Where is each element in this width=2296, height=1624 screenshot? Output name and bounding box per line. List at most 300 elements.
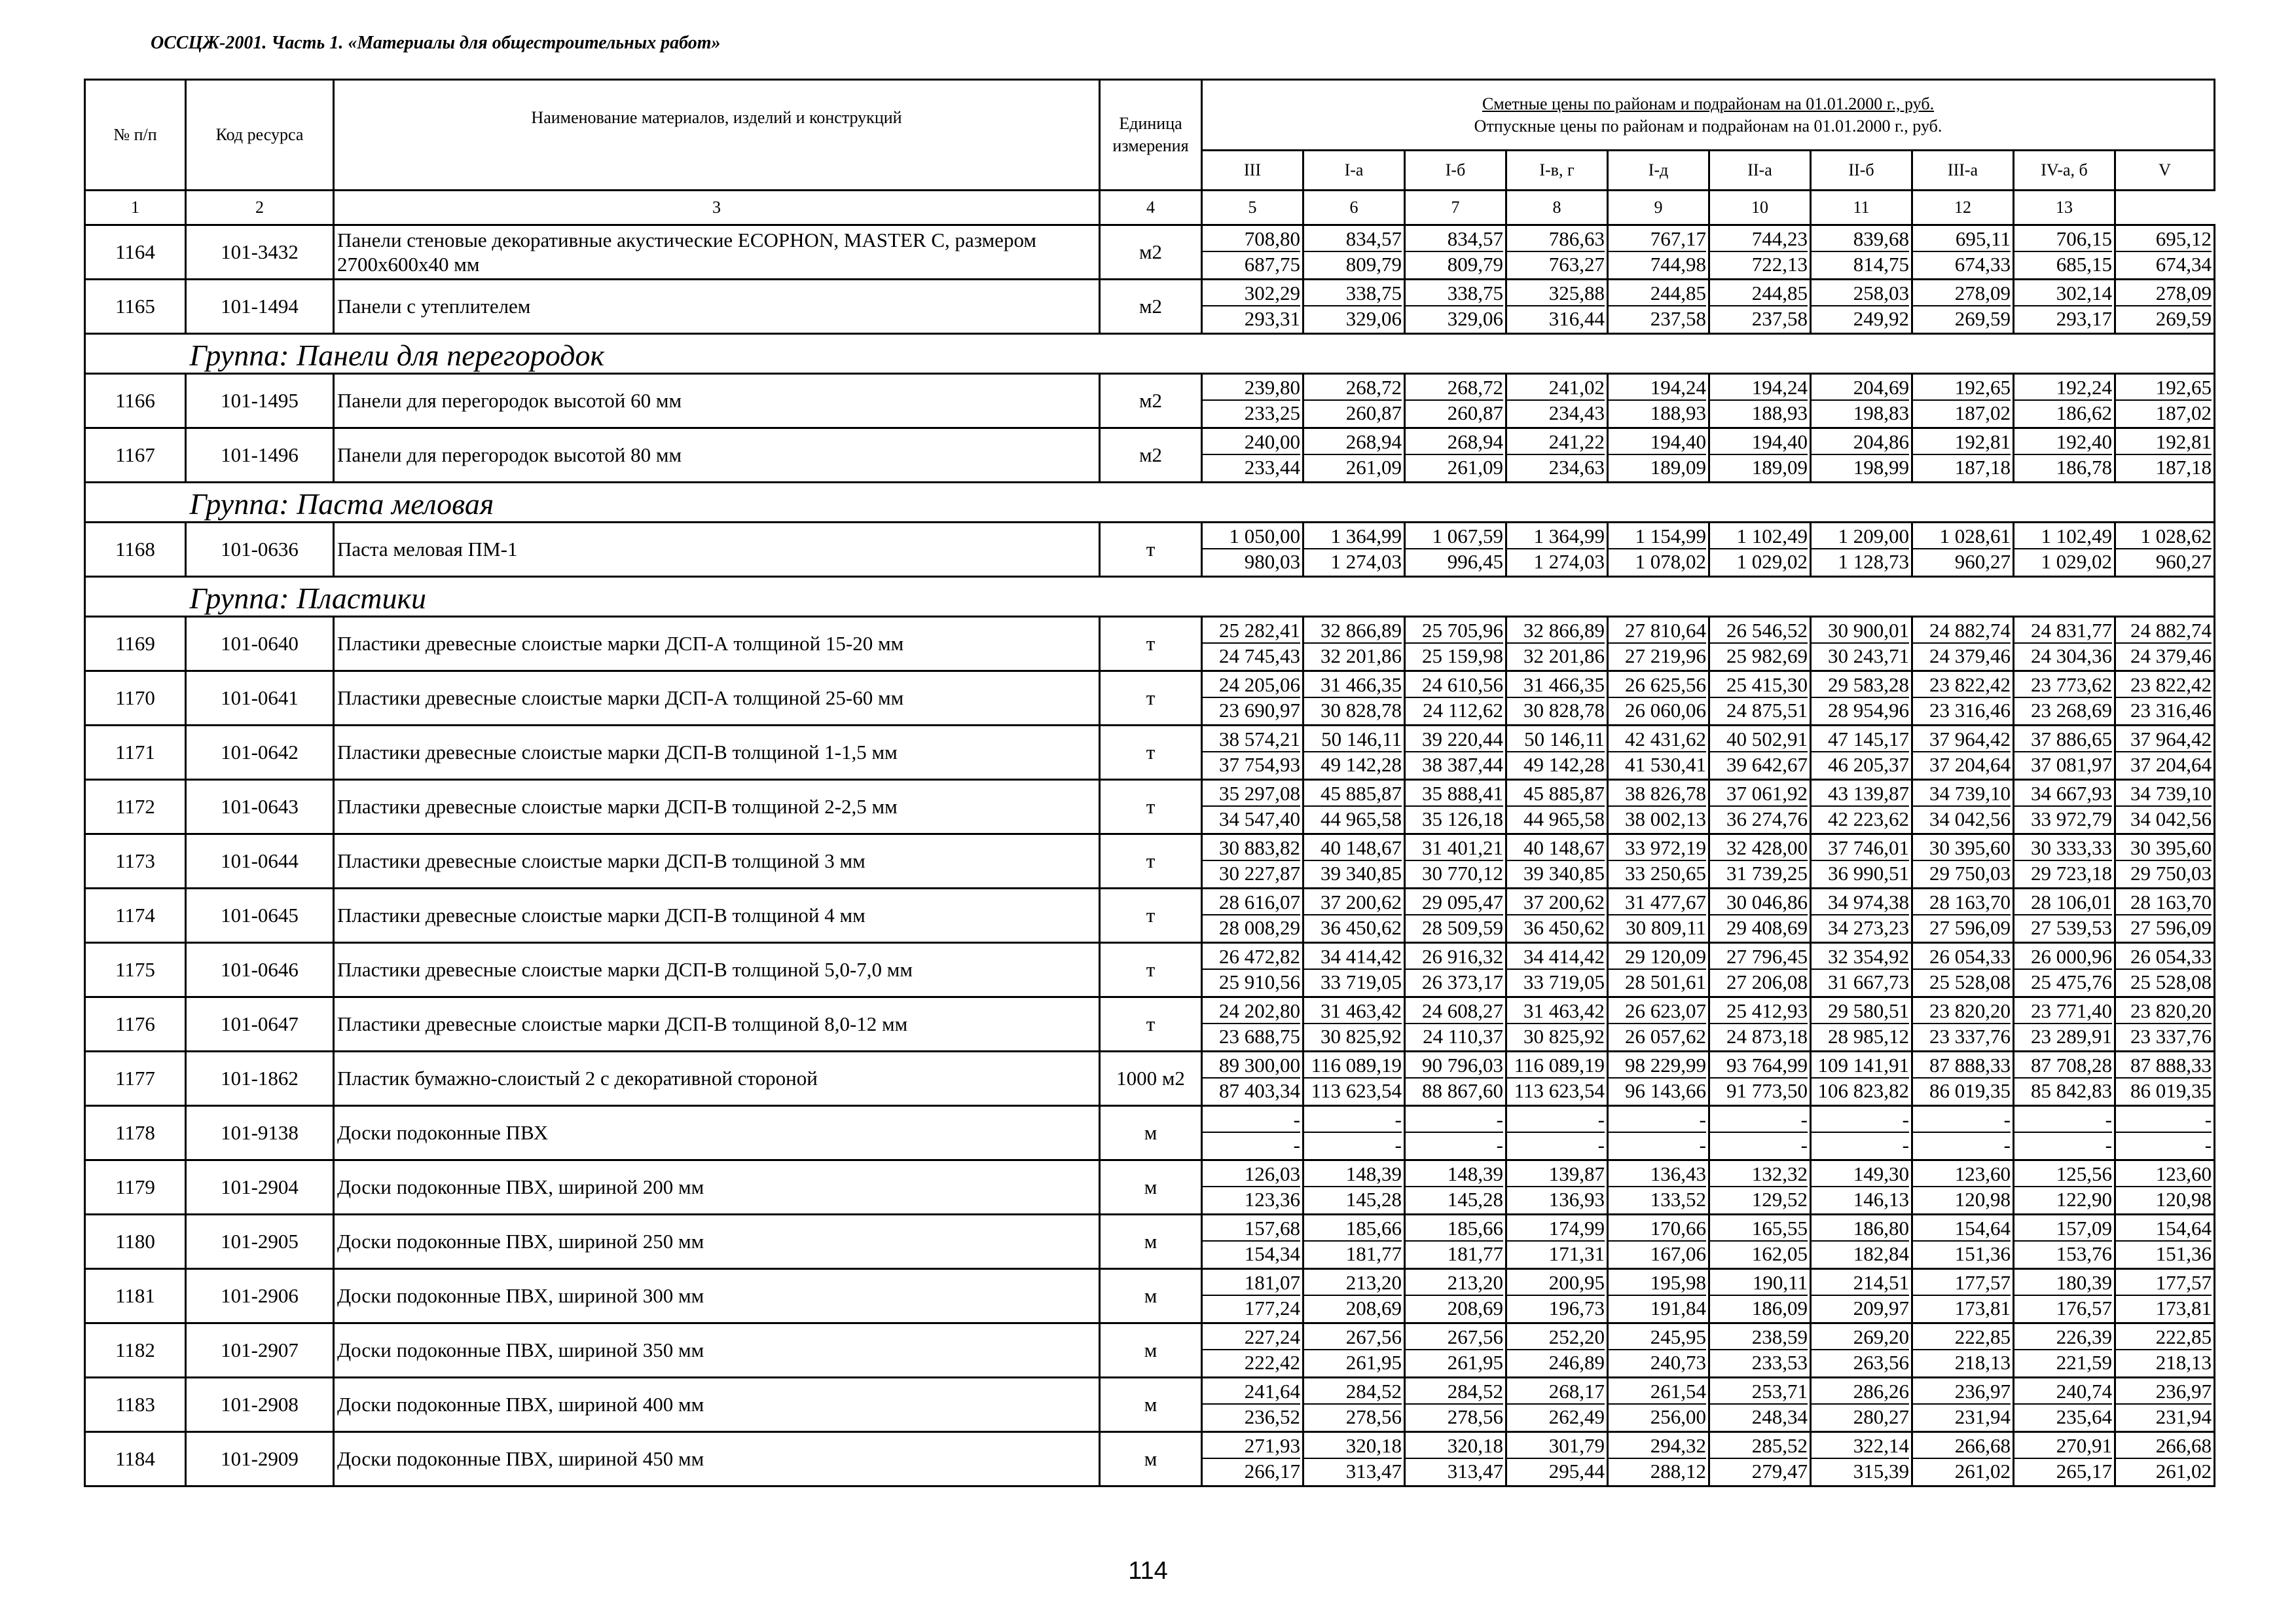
price-cell [1405,1215,1506,1269]
estimate-price: 278,09 [2116,282,2212,306]
price-cell [1912,997,2014,1052]
col-header-prices [1202,80,2215,151]
table-row [85,1323,2215,1378]
release-price: 39 642,67 [1726,753,1808,776]
estimate-price: 154,64 [1913,1217,2011,1242]
resource-code: 101-2909 [186,1432,334,1486]
price-cell [1811,780,1912,834]
estimate-price: 50 146,11 [1507,728,1605,752]
release-price: 269,59 [2155,307,2212,330]
estimate-price: 28 163,70 [2116,891,2212,915]
price-cell [1506,1323,1608,1378]
estimate-price: 236,97 [1913,1380,2011,1405]
release-price: - [2003,1134,2011,1156]
price-cell [1506,1378,1608,1432]
estimate-price: 278,09 [1913,282,2011,306]
estimate-price: 45 885,87 [1507,782,1605,807]
estimate-price: 33 972,19 [1609,836,1706,861]
release-price: 25 528,08 [1929,970,2011,993]
estimate-price: 123,60 [2116,1162,2212,1187]
price-cell [1202,780,1303,834]
release-price: 30 243,71 [1828,644,1909,667]
estimate-price: 241,64 [1203,1380,1300,1405]
unit: м2 [1100,280,1202,334]
estimate-price: 240,00 [1203,430,1300,455]
estimate-price: 268,94 [1304,430,1402,455]
estimate-price: 213,20 [1304,1271,1402,1296]
row-number: 1168 [85,523,186,577]
estimate-price: - [1710,1108,1808,1133]
estimate-price: 154,64 [2116,1217,2212,1242]
estimate-price: 269,20 [1812,1325,1909,1350]
price-cell [2115,943,2215,997]
estimate-price: 302,29 [1203,282,1300,306]
estimate-price: 174,99 [1507,1217,1605,1242]
material-name: Доски подоконные ПВХ, шириной 400 мм [334,1378,1100,1432]
release-price: 30 825,92 [1523,1025,1605,1048]
price-cell [2115,1160,2215,1215]
estimate-price: 34 974,38 [1812,891,1909,915]
price-cell [1811,1378,1912,1432]
release-price: 279,47 [1751,1460,1808,1483]
group-title: Группа: Паста меловая [186,483,2215,523]
unit: т [1100,671,1202,726]
price-cell [1709,671,1811,726]
estimate-price: 222,85 [2116,1325,2212,1350]
price-cell [2115,1106,2215,1160]
estimate-price: 1 028,61 [1913,525,2011,549]
price-cell [2014,225,2115,280]
release-price: - [1699,1134,1706,1156]
release-price: 30 227,87 [1219,862,1300,885]
column-number: 12 [1912,191,2014,225]
estimate-price: 170,66 [1609,1217,1706,1242]
estimate-price: 294,32 [1609,1434,1706,1459]
table-row [85,997,2215,1052]
price-cell [1811,1106,1912,1160]
estimate-price: 744,23 [1710,227,1808,252]
unit: т [1100,943,1202,997]
estimate-price: 268,72 [1304,376,1402,401]
unit: т [1100,780,1202,834]
price-cell [1303,889,1405,943]
price-cell [1405,943,1506,997]
table-row [85,523,2215,577]
estimate-price: 244,85 [1710,282,1808,306]
estimate-price: 40 148,67 [1507,836,1605,861]
estimate-price: 267,56 [1406,1325,1503,1350]
release-price: 674,34 [2155,253,2212,276]
price-cell [1303,1378,1405,1432]
unit: 1000 м2 [1100,1052,1202,1106]
price-cell [2014,374,2115,428]
price-cell [2014,943,2115,997]
release-price: 120,98 [2155,1188,2212,1211]
release-price: 145,28 [1345,1188,1402,1211]
estimate-price: 245,95 [1609,1325,1706,1350]
unit: т [1100,834,1202,889]
price-cell [1506,889,1608,943]
release-price: 231,94 [1954,1405,2011,1428]
release-price: 36 990,51 [1828,862,1909,885]
release-price: 1 078,02 [1635,550,1706,573]
release-price: 187,18 [1954,456,2011,479]
material-name: Доски подоконные ПВХ, шириной 300 мм [334,1269,1100,1323]
estimate-price: 37 061,92 [1710,782,1808,807]
estimate-price: 1 050,00 [1203,525,1300,549]
price-cell [1405,834,1506,889]
price-cell [2014,780,2115,834]
release-price: 91 773,50 [1726,1079,1808,1102]
unit: м [1100,1269,1202,1323]
price-cell [1912,1378,2014,1432]
estimate-price: 268,17 [1507,1380,1605,1405]
price-cell [1709,280,1811,334]
estimate-price: 238,59 [1710,1325,1808,1350]
price-cell [2115,523,2215,577]
price-cell [1506,225,1608,280]
material-name: Панели для перегородок высотой 80 мм [334,428,1100,483]
release-price: 49 142,28 [1523,753,1605,776]
estimate-price: - [2014,1108,2112,1133]
unit: м [1100,1323,1202,1378]
estimate-price: 258,03 [1812,282,1909,306]
release-price: 145,28 [1447,1188,1503,1211]
estimate-price: 26 054,33 [1913,945,2011,970]
resource-code: 101-2904 [186,1160,334,1215]
estimate-price: 34 414,42 [1304,945,1402,970]
estimate-price: 177,57 [1913,1271,2011,1296]
price-cell [2115,671,2215,726]
estimate-price: 24 831,77 [2014,619,2112,644]
release-price: 280,27 [1853,1405,1909,1428]
unit: т [1100,889,1202,943]
release-price: 24 112,62 [1423,699,1503,722]
release-price: 136,93 [1548,1188,1605,1211]
release-price: 1 029,02 [1736,550,1808,573]
estimate-price: 27 810,64 [1609,619,1706,644]
release-price: 187,02 [1954,401,2011,424]
release-price: 744,98 [1650,253,1706,276]
row-number: 1175 [85,943,186,997]
estimate-price: 706,15 [2014,227,2112,252]
price-cell [1709,1378,1811,1432]
price-cell [2115,726,2215,780]
estimate-price: 116 089,19 [1507,1054,1605,1079]
release-price: 278,56 [1447,1405,1503,1428]
estimate-price: 32 866,89 [1304,619,1402,644]
row-number: 1174 [85,889,186,943]
estimate-price: 132,32 [1710,1162,1808,1187]
row-number: 1178 [85,1106,186,1160]
estimate-price: 708,80 [1203,227,1300,252]
release-price: 231,94 [2155,1405,2212,1428]
price-cell [1303,726,1405,780]
release-price: 814,75 [1853,253,1909,276]
estimate-price: 271,93 [1203,1434,1300,1459]
column-number-row [85,191,2215,225]
resource-code: 101-2906 [186,1269,334,1323]
material-name: Пластики древесные слоистые марки ДСП-В толщиной 2-2,5 мм [334,780,1100,834]
estimate-price: 192,24 [2014,376,2112,401]
estimate-price: 268,72 [1406,376,1503,401]
release-price: 196,73 [1548,1297,1605,1320]
price-cell [1608,1378,1709,1432]
price-cell [1912,1269,2014,1323]
row-number: 1170 [85,671,186,726]
release-price: 151,36 [2155,1242,2212,1265]
column-number: 2 [186,191,334,225]
price-cell [1811,225,1912,280]
price-cell [1202,280,1303,334]
resource-code: 101-0645 [186,889,334,943]
estimate-price: 24 205,06 [1203,673,1300,698]
price-cell [2014,997,2115,1052]
release-price: 30 770,12 [1422,862,1503,885]
resource-code: 101-1495 [186,374,334,428]
group-spacer [85,483,186,523]
estimate-price: 834,57 [1304,227,1402,252]
price-cell [2115,617,2215,671]
release-price: 295,44 [1548,1460,1605,1483]
price-cell [1912,374,2014,428]
estimate-price: 338,75 [1406,282,1503,306]
resource-code: 101-3432 [186,225,334,280]
release-price: 260,87 [1345,401,1402,424]
estimate-price: 40 502,91 [1710,728,1808,752]
estimate-price: 26 054,33 [2116,945,2212,970]
release-price: 30 809,11 [1626,916,1706,939]
price-cell [2014,1432,2115,1486]
release-price: 28 985,12 [1828,1025,1909,1048]
price-cell [1709,1160,1811,1215]
price-cell [1303,834,1405,889]
release-price: 30 828,78 [1523,699,1605,722]
table-row [85,280,2215,334]
release-price: 186,09 [1751,1297,1808,1320]
price-cell [1506,374,1608,428]
price-cell [1405,280,1506,334]
region-header: V [2115,151,2215,191]
column-number: 3 [334,191,1100,225]
price-cell [1506,523,1608,577]
estimate-price: 192,40 [2014,430,2112,455]
release-price: 269,59 [1954,307,2011,330]
release-price: 24 304,36 [2031,644,2112,667]
price-cell [1912,671,2014,726]
region-header: IV-а, б [2014,151,2115,191]
release-price: 28 008,29 [1219,916,1300,939]
price-cell [1405,1052,1506,1106]
price-cell [1405,1160,1506,1215]
estimate-price: 239,80 [1203,376,1300,401]
estimate-price: 26 623,07 [1609,999,1706,1024]
estimate-price: 1 102,49 [1710,525,1808,549]
price-cell [2014,280,2115,334]
release-price: 278,56 [1345,1405,1402,1428]
release-price: 44 965,58 [1321,807,1402,830]
price-cell [1709,889,1811,943]
release-price: 233,44 [1244,456,1300,479]
release-price: 25 159,98 [1422,644,1503,667]
price-cell [1506,671,1608,726]
price-cell [1506,1215,1608,1269]
estimate-price: 31 463,42 [1507,999,1605,1024]
release-price: 23 316,46 [1929,699,2011,722]
price-cell [1506,1160,1608,1215]
table-row [85,726,2215,780]
row-number: 1173 [85,834,186,889]
estimate-price: 25 412,93 [1710,999,1808,1024]
price-cell [1811,428,1912,483]
release-price: 33 972,79 [2031,807,2112,830]
price-cell [1405,617,1506,671]
estimate-price: 194,24 [1710,376,1808,401]
table-row [85,617,2215,671]
table-row [85,225,2215,280]
estimate-price: 194,40 [1710,430,1808,455]
price-cell [1912,1215,2014,1269]
release-price: 809,79 [1447,253,1503,276]
release-price: 240,73 [1650,1351,1706,1374]
release-price: 32 201,86 [1523,644,1605,667]
release-price: 261,02 [2155,1460,2212,1483]
release-price: 162,05 [1751,1242,1808,1265]
estimate-price: 38 574,21 [1203,728,1300,752]
group-title: Группа: Пластики [186,577,2215,617]
material-name: Пластики древесные слоистые марки ДСП-В толщиной 1-1,5 мм [334,726,1100,780]
release-price: 29 408,69 [1726,916,1808,939]
row-number: 1176 [85,997,186,1052]
estimate-price: 43 139,87 [1812,782,1909,807]
estimate-price: 786,63 [1507,227,1605,252]
estimate-price: 320,18 [1304,1434,1402,1459]
price-cell [1608,428,1709,483]
row-number: 1184 [85,1432,186,1486]
resource-code: 101-0641 [186,671,334,726]
estimate-price: 87 888,33 [2116,1054,2212,1079]
release-price: 46 205,37 [1828,753,1909,776]
estimate-price: 767,17 [1609,227,1706,252]
release-price: 236,52 [1244,1405,1300,1428]
price-cell [1506,617,1608,671]
region-header: III [1202,151,1303,191]
price-cell [1912,726,2014,780]
col-header-num: № п/п [85,80,186,191]
price-cell [1202,889,1303,943]
row-number: 1181 [85,1269,186,1323]
price-cell [1912,1052,2014,1106]
price-cell [1202,1269,1303,1323]
estimate-price: 50 146,11 [1304,728,1402,752]
price-cell [1303,1106,1405,1160]
estimate-price: 35 297,08 [1203,782,1300,807]
release-price: 187,18 [2155,456,2212,479]
price-cell [1912,1432,2014,1486]
price-cell [1709,1215,1811,1269]
estimate-price: 204,69 [1812,376,1909,401]
row-number: 1167 [85,428,186,483]
estimate-price: 165,55 [1710,1217,1808,1242]
release-price: 218,13 [2155,1351,2212,1374]
price-cell [2115,780,2215,834]
material-name: Паста меловая ПМ-1 [334,523,1100,577]
price-cell [1303,1160,1405,1215]
price-cell [1709,943,1811,997]
price-cell [1303,1269,1405,1323]
price-cell [2014,1378,2115,1432]
release-price: 38 002,13 [1625,807,1706,830]
estimate-price: 186,80 [1812,1217,1909,1242]
price-cell [1303,780,1405,834]
release-price: 39 340,85 [1523,862,1605,885]
estimate-price: 244,85 [1609,282,1706,306]
price-cell [1811,834,1912,889]
estimate-price: 87 888,33 [1913,1054,2011,1079]
release-price: 154,34 [1244,1242,1300,1265]
price-cell [1912,617,2014,671]
release-price: 37 754,93 [1219,753,1300,776]
price-cell [1811,671,1912,726]
table-header [85,80,2215,225]
price-cell [1709,997,1811,1052]
estimate-price: 40 148,67 [1304,836,1402,861]
estimate-price: 222,85 [1913,1325,2011,1350]
release-price: 27 219,96 [1625,644,1706,667]
release-price: 687,75 [1244,253,1300,276]
estimate-price: 125,56 [2014,1162,2112,1187]
estimate-price: 177,57 [2116,1271,2212,1296]
table-row [85,1160,2215,1215]
release-price: 34 547,40 [1219,807,1300,830]
estimate-price: 34 414,42 [1507,945,1605,970]
table-row [85,1378,2215,1432]
estimate-price: 185,66 [1406,1217,1503,1242]
estimate-price: 37 200,62 [1304,891,1402,915]
release-price: 809,79 [1345,253,1402,276]
estimate-price: - [1304,1108,1402,1133]
price-cell [2014,1052,2115,1106]
estimate-price: - [1507,1108,1605,1133]
release-price: - [2204,1134,2212,1156]
release-price: 27 539,53 [2031,916,2112,939]
column-number: 1 [85,191,186,225]
release-price: 26 057,62 [1625,1025,1706,1048]
release-price: 262,49 [1548,1405,1605,1428]
price-cell [1811,1269,1912,1323]
release-price: 27 596,09 [1929,916,2011,939]
price-cell [2115,1269,2215,1323]
estimate-price: 37 200,62 [1507,891,1605,915]
price-cell [1811,1052,1912,1106]
estimate-price: 284,52 [1304,1380,1402,1405]
material-name: Пластики древесные слоистые марки ДСП-В толщиной 5,0-7,0 мм [334,943,1100,997]
estimate-price: 190,11 [1710,1271,1808,1296]
price-cell [1912,834,2014,889]
estimate-price: 116 089,19 [1304,1054,1402,1079]
price-cell [1709,1432,1811,1486]
price-cell [1202,1432,1303,1486]
release-price: 167,06 [1650,1242,1706,1265]
release-price: 248,34 [1751,1405,1808,1428]
price-table [84,79,2215,1487]
estimate-price: 695,11 [1913,227,2011,252]
estimate-price: 34 739,10 [2116,782,2212,807]
release-price: 1 029,02 [2041,550,2112,573]
price-cell [1506,1269,1608,1323]
estimate-price: 25 705,96 [1406,619,1503,644]
release-price: 25 982,69 [1726,644,1808,667]
